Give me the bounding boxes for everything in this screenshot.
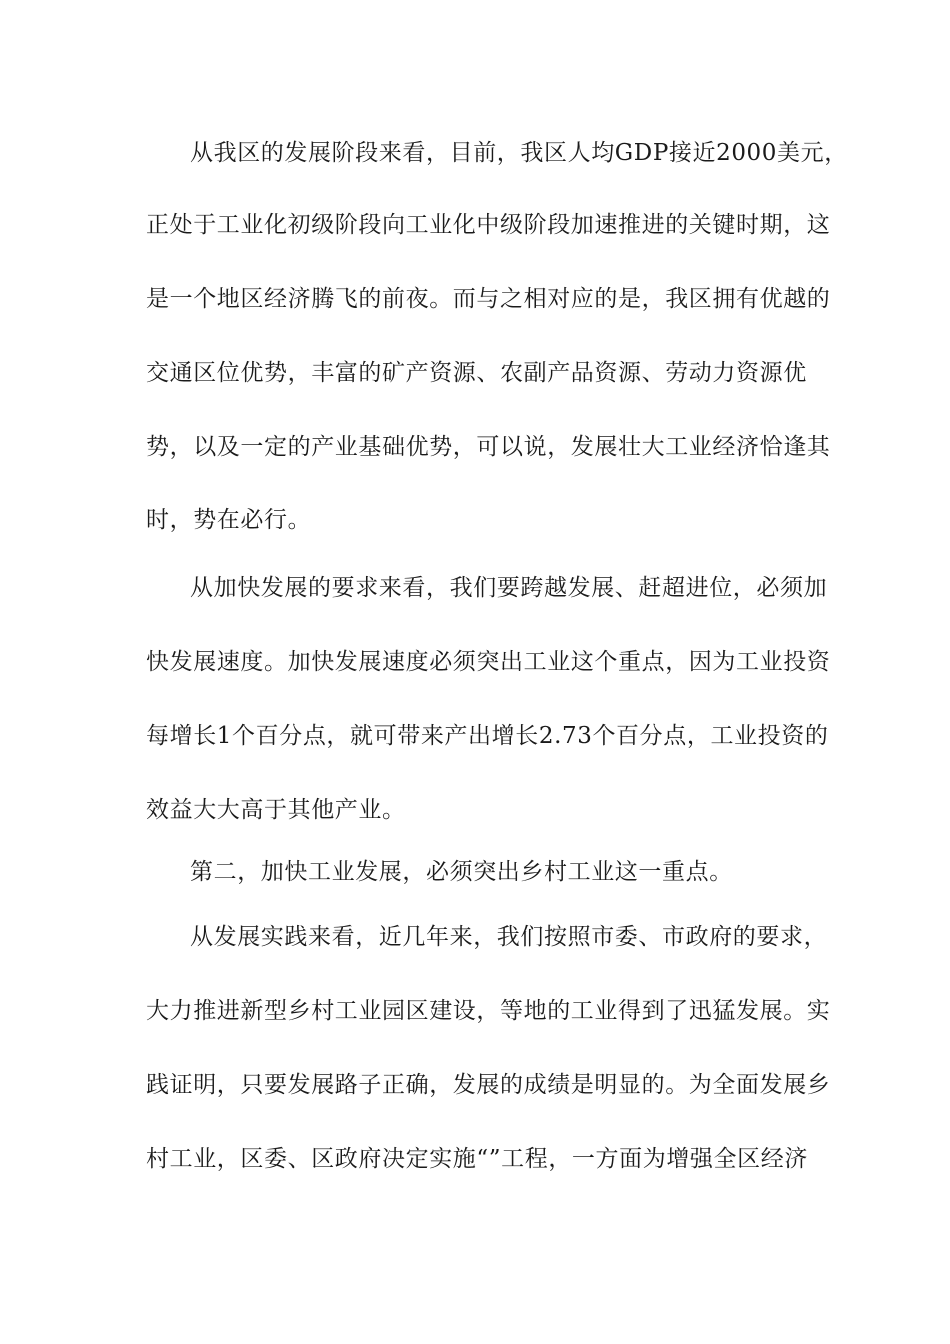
paragraph-3-line-4: 村工业，区委、区政府决定实施“”工程，一方面为增强全区经济 [146,1146,808,1172]
paragraph-2-line-2: 快发展速度。加快发展速度必须突出工业这个重点，因为工业投资 [146,649,831,675]
section-heading: 第二，加快工业发展，必须突出乡村工业这一重点。 [190,859,733,885]
paragraph-2-line-4: 效益大大高于其他产业。 [146,797,406,823]
paragraph-1-line-5: 势，以及一定的产业基础优势，可以说，发展壮大工业经济恰逢其 [146,434,831,460]
paragraph-1-line-1: 从我区的发展阶段来看，目前，我区人均GDP接近2000美元， [190,140,848,166]
paragraph-3-line-1: 从发展实践来看，近几年来，我们按照市委、市政府的要求， [190,924,828,950]
paragraph-2-line-3: 每增长1个百分点，就可带来产出增长2.73个百分点，工业投资的 [146,723,829,749]
paragraph-3-line-3: 践证明，只要发展路子正确，发展的成绩是明显的。为全面发展乡 [146,1072,831,1098]
paragraph-3-line-2: 大力推进新型乡村工业园区建设，等地的工业得到了迅猛发展。实 [146,998,831,1024]
paragraph-2-line-1: 从加快发展的要求来看，我们要跨越发展、赶超进位，必须加 [190,575,828,601]
paragraph-1-line-6: 时，势在必行。 [146,507,312,533]
paragraph-1-line-3: 是一个地区经济腾飞的前夜。而与之相对应的是，我区拥有优越的 [146,286,831,312]
paragraph-1-line-4: 交通区位优势，丰富的矿产资源、农副产品资源、劳动力资源优 [146,360,807,386]
paragraph-1-line-2: 正处于工业化初级阶段向工业化中级阶段加速推进的关键时期，这 [146,212,831,238]
